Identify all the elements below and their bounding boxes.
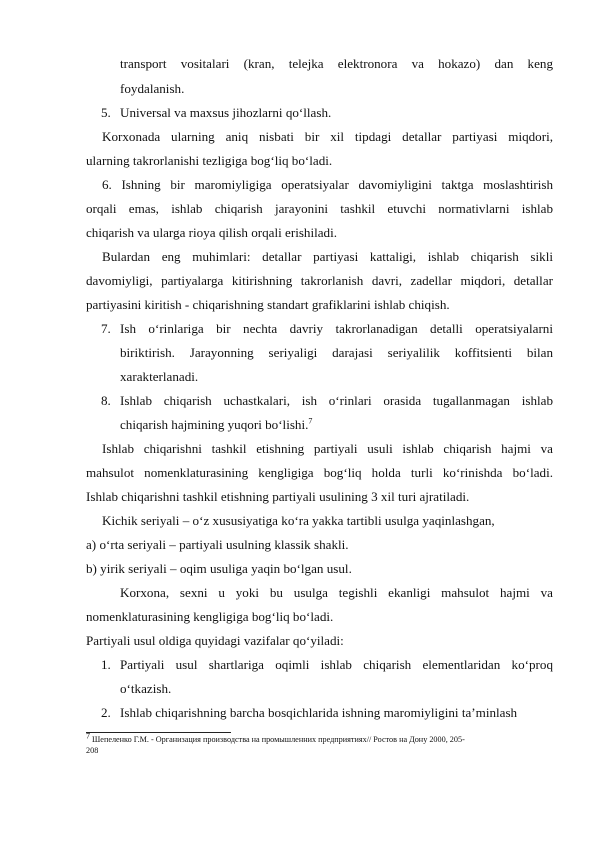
list-number: 5. — [101, 105, 111, 120]
text-line: b) yirik seriyali – oqim usuliga yaqin bo‘lgan usul. — [86, 561, 352, 576]
text-line: a) o‘rta seriyali – partiyali usulning klassik shakli. — [86, 537, 349, 552]
text-line: foydalanish. — [120, 81, 185, 96]
text-line: orqali emas, ishlab chiqarish jarayonini tashkil etuvchi normativlarni ishlab — [86, 201, 553, 216]
footnote-separator — [86, 732, 231, 733]
text-line: Ish o‘rinlariga bir nechta davriy takrorlanadigan detalli operatsiyalarni — [120, 321, 553, 336]
text-line: partiyasini kiritish - chiqarishning standart grafiklarini ishlab chiqish. — [86, 297, 450, 312]
text-line: davomiyligi, partiyalarga kitirishning takrorlanish davri, zadellar miqdori, detallar — [86, 273, 553, 288]
text-line: mahsulot nomenklaturasining kengligiga bog‘liq holda turli ko‘rinishda bo‘ladi. — [86, 465, 553, 480]
text-line: Ishlab chiqarishni tashkil etishning partiyali usuli ishlab chiqarish hajmi va — [102, 441, 553, 456]
text-line: ularning takrorlanishi tezligiga bog‘liq bo‘ladi. — [86, 153, 333, 168]
text-line: Korxonada ularning aniq nisbati bir xil tipdagi detallar partiyasi miqdori, — [102, 129, 553, 144]
text-line: Bulardan eng muhimlari: detallar partiyasi kattaligi, ishlab chiqarish sikli — [102, 249, 553, 264]
text-line: Kichik seriyali – o‘z xususiyatiga ko‘ra yakka tartibli usulga yaqinlashgan, — [102, 513, 495, 528]
footnote — [86, 731, 465, 745]
footnote-mark: 7 — [86, 731, 90, 741]
list-number: 7. — [101, 321, 111, 336]
text-line: 6. Ishning bir maromiyligiga operatsiyalar davomiyligini taktga moslashtirish — [102, 177, 553, 192]
text-line: nomenklaturasining kengligiga bog‘liq bo‘ladi. — [86, 609, 334, 624]
list-number: 1. — [101, 657, 111, 672]
text-line: Ishlab chiqarish uchastkalari, ish o‘rinlari orasida tugallanmagan ishlab — [120, 393, 553, 408]
text-line: Partiyali usul shartlariga oqimli ishlab chiqarish elementlaridan ko‘proq — [120, 657, 553, 672]
list-number: 2. — [101, 705, 111, 720]
text-line: transport vositalari (kran, telejka elektronora va hokazo) dan keng — [120, 56, 553, 71]
text-line: o‘tkazish. — [120, 681, 172, 696]
footnote-text: Шепеленко Г.М. - Организация производства на промышленних предприятиях// Ростов на Дону 2000, 205- — [92, 735, 465, 744]
text-line: chiqarish va ularga rioya qilish orqali erishiladi. — [86, 225, 338, 240]
text-line: chiqarish hajmining yuqori bo‘lishi. — [120, 417, 309, 432]
list-number: 8. — [101, 393, 111, 408]
text-line: Korxona, sexni u yoki bu usulga tegishli ekanligi mahsulot hajmi va — [120, 585, 553, 600]
text-line: Ishlab chiqarishning barcha bosqichlarida ishning maromiyligini ta’minlash — [120, 705, 518, 720]
text-line: Partiyali usul oldiga quyidagi vazifalar qo‘yiladi: — [86, 633, 344, 648]
text-line: Universal va maxsus jihozlarni qo‘llash. — [120, 105, 332, 120]
text-line-with-footnote — [120, 416, 312, 434]
text-line: biriktirish. Jarayonning seriyaligi darajasi seriyalilik koffitsienti bilan — [120, 345, 553, 360]
text-line: Ishlab chiqarishni tashkil etishning partiyali usulining 3 xil turi ajratiladi. — [86, 489, 470, 504]
footnote-text-continued: 208 — [86, 746, 99, 755]
footnote-reference: 7 — [308, 416, 313, 426]
text-line: xarakterlanadi. — [120, 369, 199, 384]
